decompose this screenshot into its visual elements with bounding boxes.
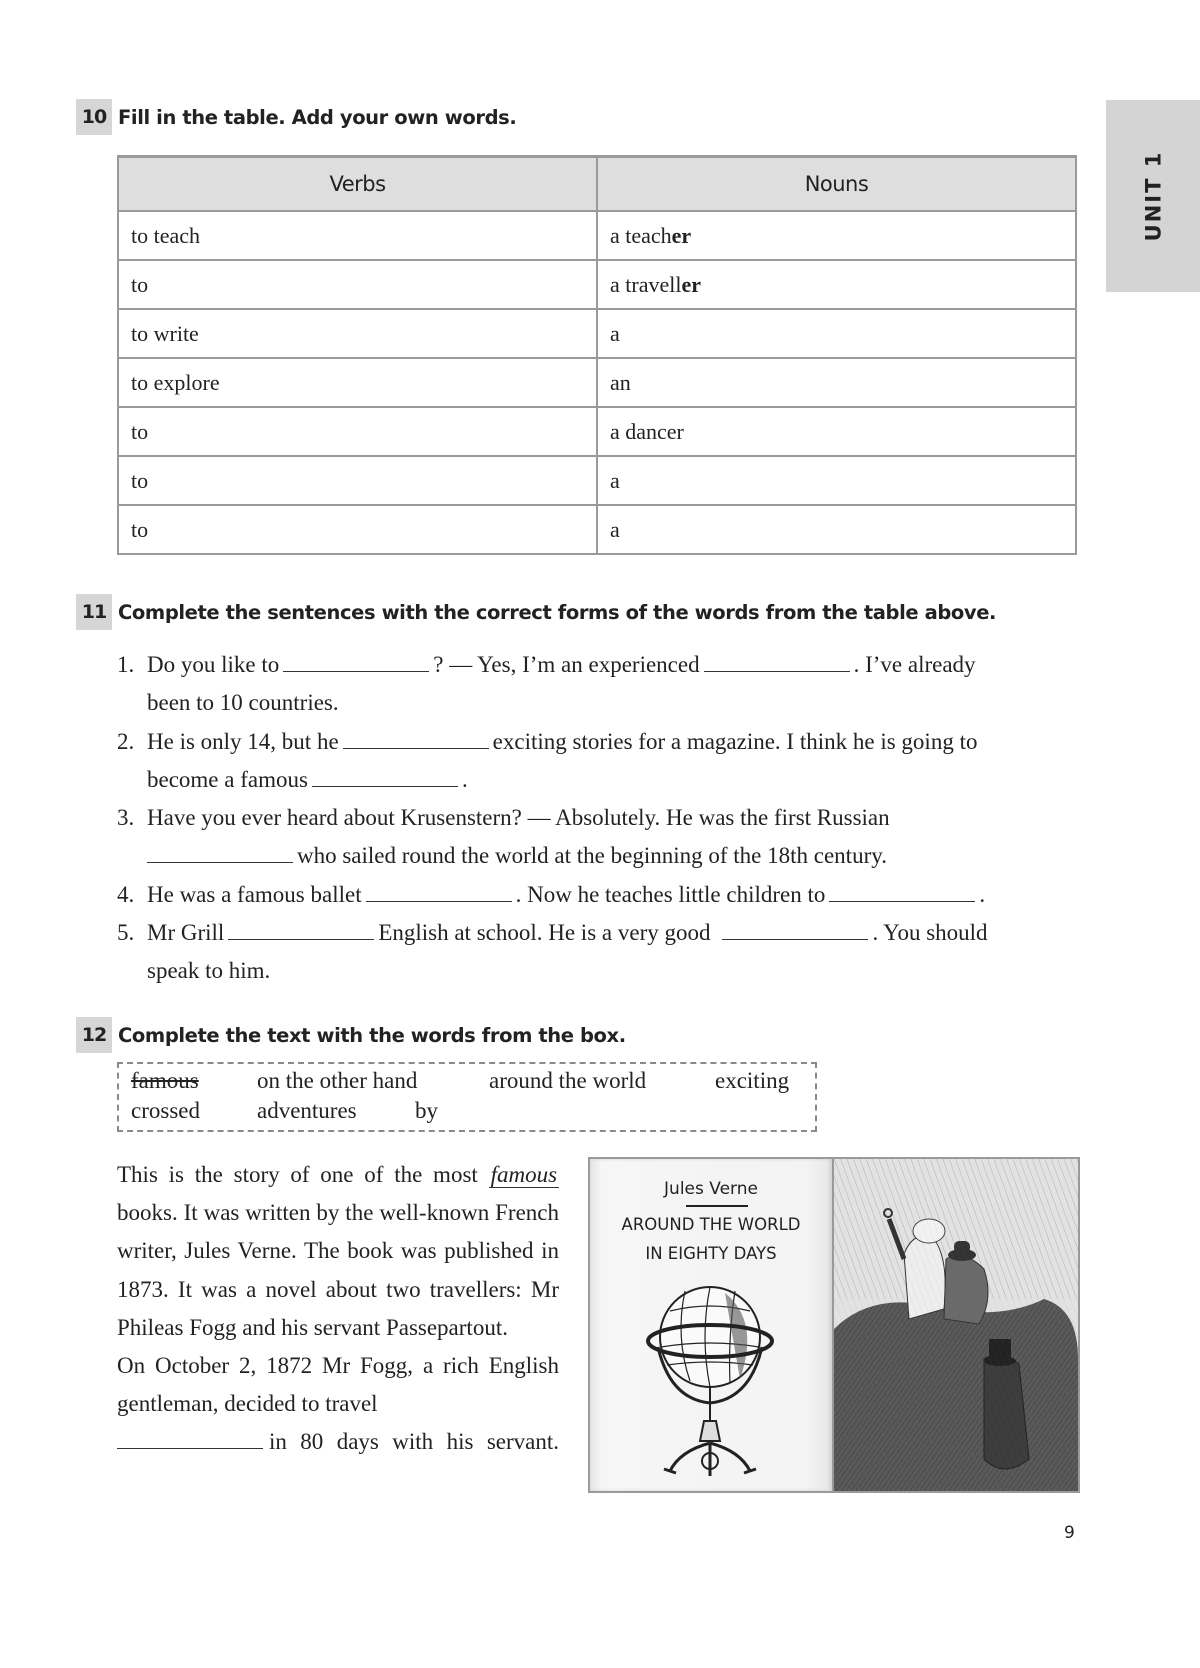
- answer-blank[interactable]: [343, 747, 489, 749]
- table-row: [118, 456, 1076, 505]
- verbs-nouns-table: [117, 155, 1077, 555]
- noun-cell[interactable]: a: [597, 456, 1076, 505]
- answer-blank[interactable]: [117, 1447, 263, 1449]
- divider: [686, 1205, 748, 1207]
- word-box: [117, 1062, 817, 1132]
- table-row: [118, 260, 1076, 309]
- exercise-10-header: [76, 99, 516, 135]
- book-title-line-2: IN EIGHTY DAYS: [645, 1244, 777, 1263]
- book-author: Jules Verne: [664, 1179, 758, 1199]
- column-header-verbs: Verbs: [118, 157, 597, 212]
- exercise-11-header: [76, 594, 996, 630]
- story-text: [117, 1156, 559, 1462]
- answer-blank[interactable]: [147, 861, 293, 863]
- unit-tab: [1106, 100, 1200, 292]
- verb-cell[interactable]: to: [118, 505, 597, 554]
- noun-cell[interactable]: a traveller: [597, 260, 1076, 309]
- word-box-item: exciting: [715, 1068, 790, 1093]
- book-title-line-1: AROUND THE WORLD: [621, 1215, 801, 1234]
- verb-cell[interactable]: to: [118, 260, 597, 309]
- book-cover-image: [590, 1159, 834, 1491]
- exercise-number-badge: 10: [76, 99, 112, 135]
- word-box-item: crossed: [131, 1098, 200, 1123]
- page-number: 9: [1064, 1523, 1075, 1543]
- story-paragraph-2-end: in 80 days with his servant.: [117, 1423, 559, 1461]
- illustration-panel: [588, 1157, 1080, 1493]
- noun-cell[interactable]: an: [597, 358, 1076, 407]
- word-box-item: adventures: [257, 1098, 357, 1123]
- sentence-item: 2. He is only 14, but he exciting stories for a magazine. I think he is going to become a famous .: [117, 728, 978, 792]
- verb-cell[interactable]: to: [118, 456, 597, 505]
- word-box-item: around the world: [489, 1068, 647, 1093]
- exercise-12-header: [76, 1017, 626, 1053]
- unit-tab-label: UNIT 1: [1140, 150, 1165, 242]
- table-row: [118, 407, 1076, 456]
- table-row: [118, 211, 1076, 260]
- word-box-item-used: famous: [131, 1068, 199, 1093]
- exercise-number-badge: 12: [76, 1017, 112, 1053]
- verb-cell[interactable]: to: [118, 407, 597, 456]
- column-header-nouns: Nouns: [597, 157, 1076, 212]
- answer-blank[interactable]: [312, 785, 458, 787]
- sentence-item: 3. Have you ever heard about Krusenstern? — Absolutely. He was the first Russian who sailed round the world at the beginning of the 18th century.: [117, 805, 890, 869]
- verb-cell[interactable]: to explore: [118, 358, 597, 407]
- noun-cell[interactable]: a teacher: [597, 211, 1076, 260]
- table-row: [118, 309, 1076, 358]
- verb-cell[interactable]: to write: [118, 309, 597, 358]
- answer-blank[interactable]: [829, 900, 975, 902]
- filled-answer: famous: [490, 1162, 558, 1187]
- noun-cell[interactable]: a: [597, 309, 1076, 358]
- exercise-instruction: Complete the sentences with the correct forms of the words from the table above.: [118, 600, 997, 624]
- verb-cell[interactable]: to teach: [118, 211, 597, 260]
- answer-blank[interactable]: [704, 670, 850, 672]
- sentence-item: 1. Do you like to ? — Yes, I’m an experienced . I’ve already been to 10 countries.: [117, 652, 976, 716]
- sentence-list: [117, 646, 1077, 991]
- sentence-item: 5. Mr Grill English at school. He is a very good . You should speak to him.: [117, 920, 988, 984]
- noun-cell[interactable]: a dancer: [597, 407, 1076, 456]
- table-row: [118, 358, 1076, 407]
- story-paragraph-2: On October 2, 1872 Mr Fogg, a rich English gentleman, decided to travel: [117, 1353, 559, 1417]
- answer-blank[interactable]: [283, 670, 429, 672]
- word-box-item: by: [415, 1098, 438, 1123]
- answer-blank[interactable]: [366, 900, 512, 902]
- word-box-item: on the other hand: [257, 1068, 418, 1093]
- exercise-number-badge: 11: [76, 594, 112, 630]
- table-row: [118, 505, 1076, 554]
- story-paragraph-1: This is the story of one of the most famous books. It was written by the well-known French writer, Jules Verne. The book was published in 1873. It was a novel about two travellers: Mr Phileas Fogg and his servant Passepartout.: [117, 1162, 559, 1340]
- elephant-ride-engraving-image: [834, 1159, 1078, 1491]
- answer-blank[interactable]: [228, 938, 374, 940]
- exercise-instruction: Complete the text with the words from the box.: [118, 1023, 626, 1047]
- exercise-instruction: Fill in the table. Add your own words.: [118, 105, 517, 129]
- sentence-item: 4. He was a famous ballet . Now he teaches little children to .: [117, 881, 986, 907]
- globe-icon: [630, 1271, 790, 1481]
- noun-cell[interactable]: a: [597, 505, 1076, 554]
- answer-blank[interactable]: [722, 938, 868, 940]
